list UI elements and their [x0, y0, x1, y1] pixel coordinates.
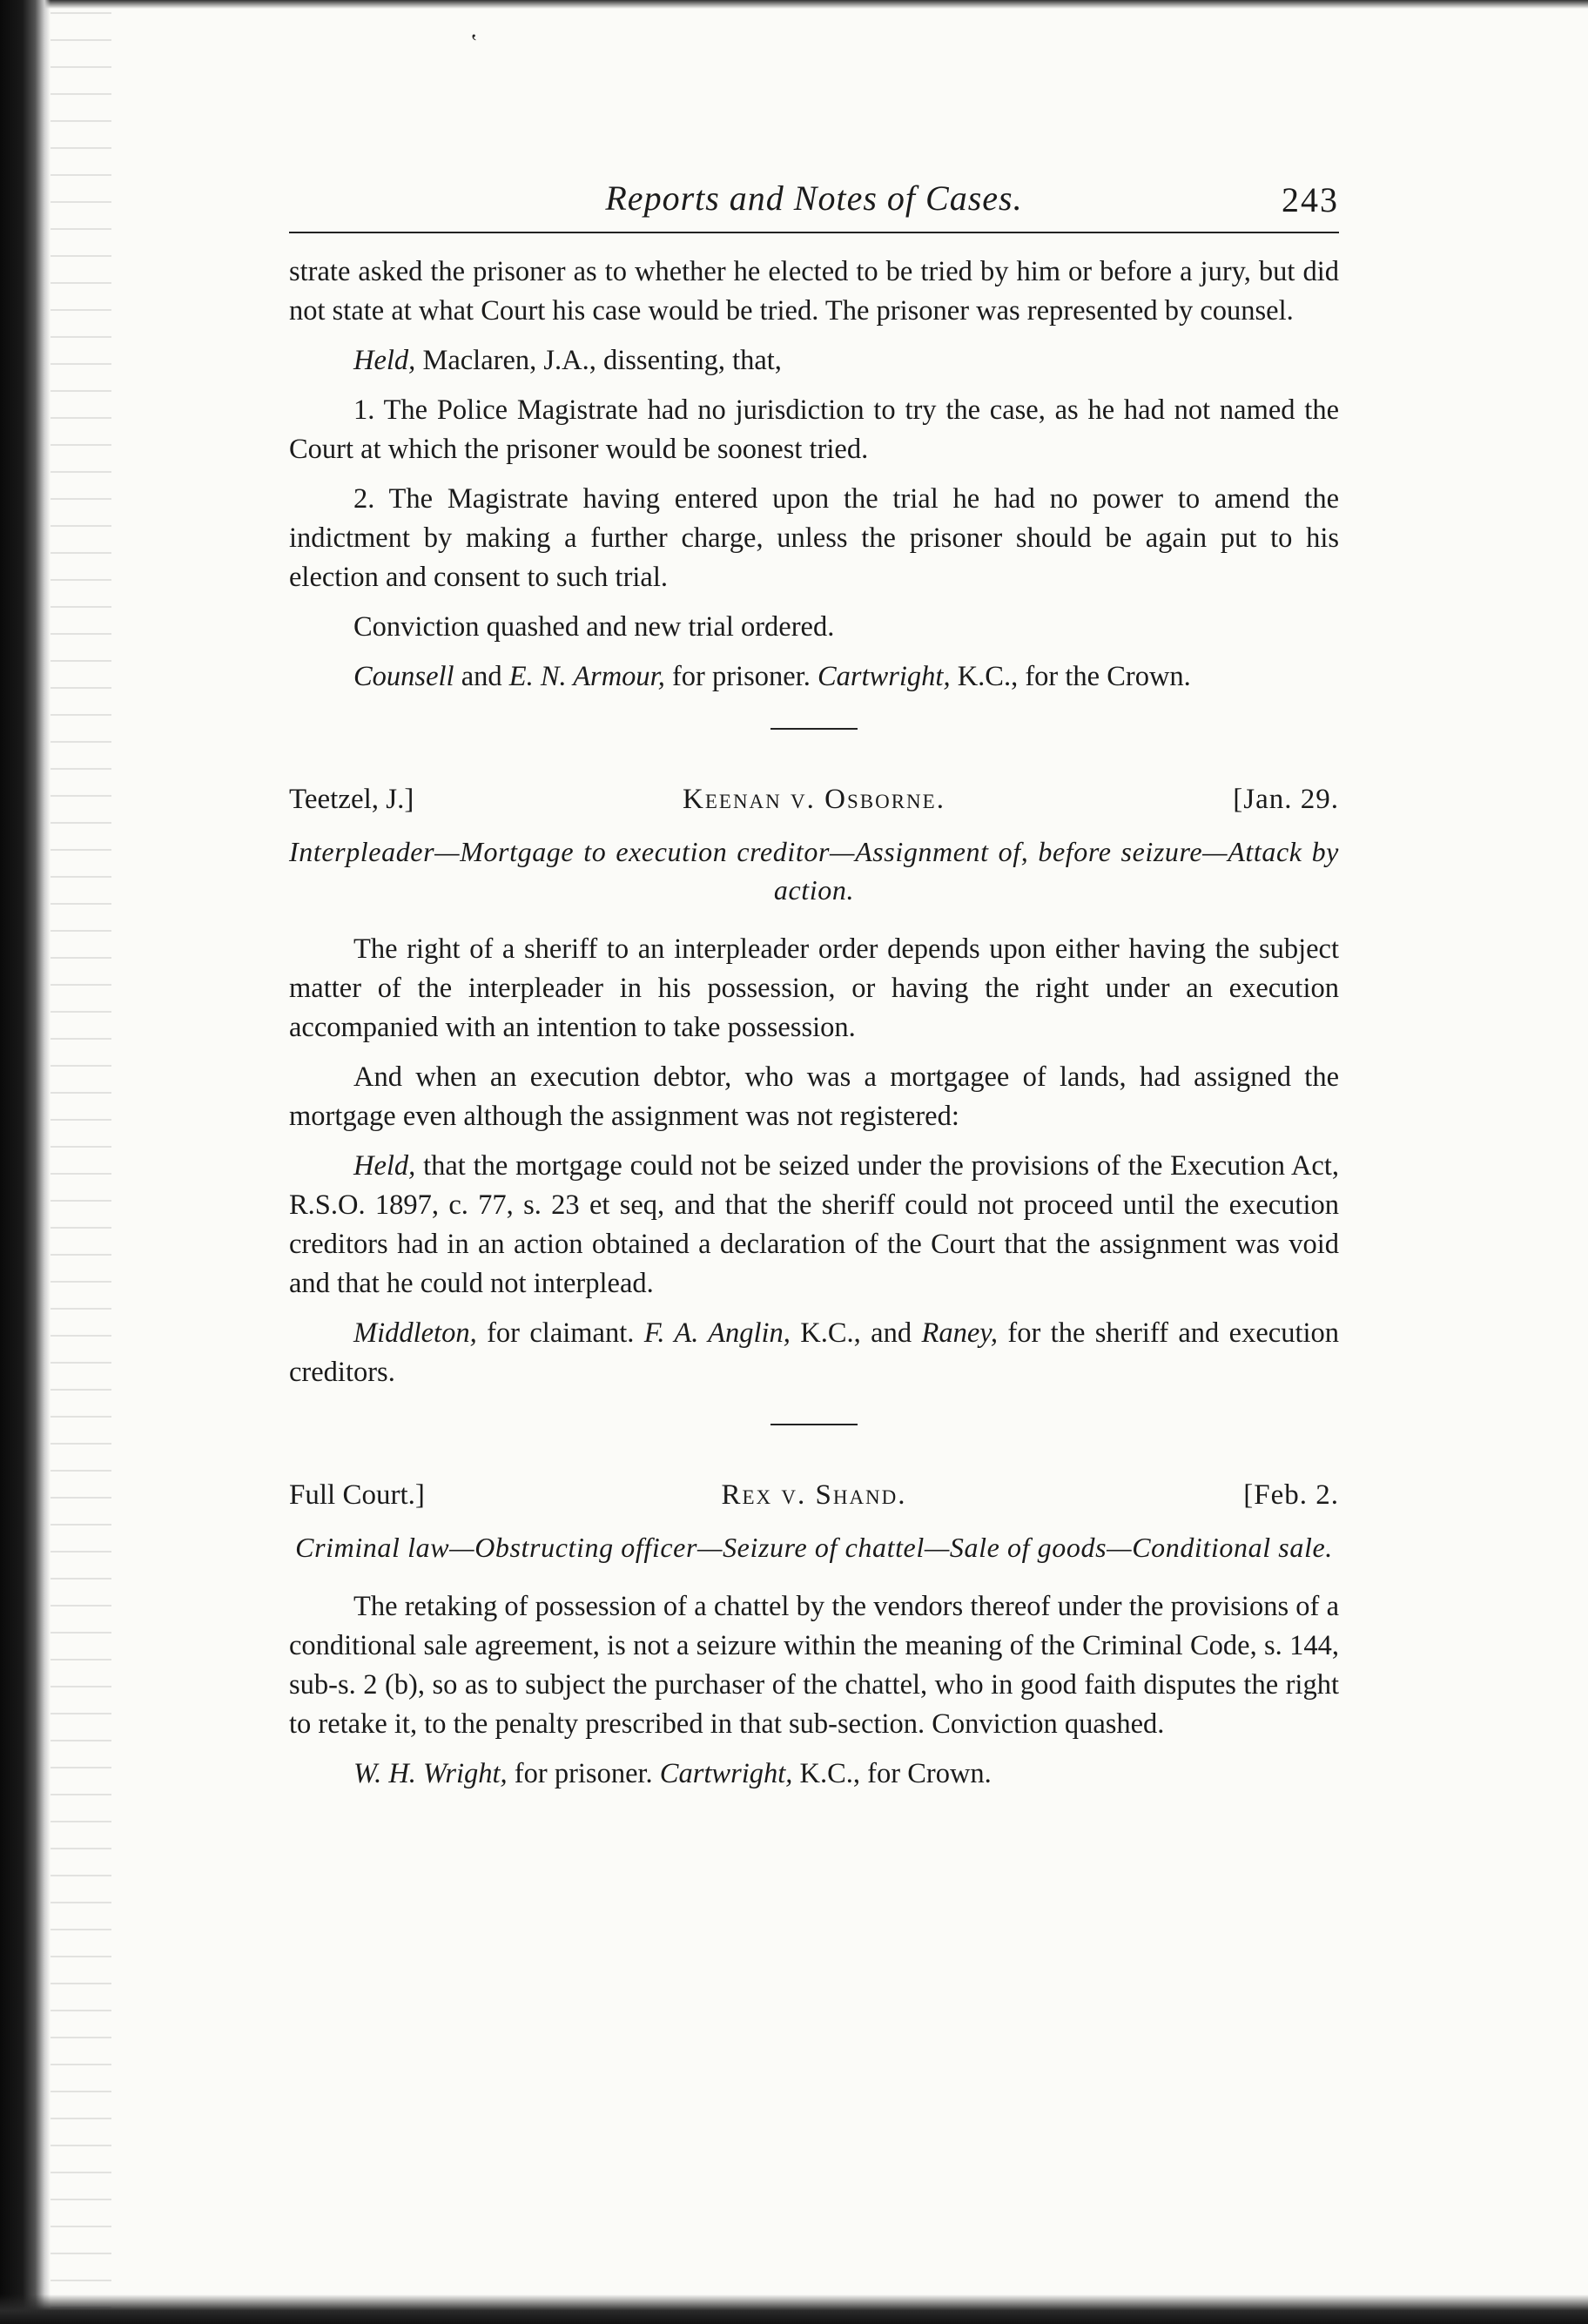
court-label: Full Court.]: [289, 1479, 425, 1511]
counsel-name: E. N. Armour,: [508, 661, 665, 692]
counsel-name: W. H. Wright,: [353, 1758, 508, 1789]
header-rule: [289, 232, 1339, 233]
counsel-name: Counsell: [353, 661, 454, 692]
held-text: that the mortgage could not be seized under the provisions of the Execution Act, R.S.O. 1897, c. 77, s. 23 et seq, and that the sheriff could not proceed until the execution creditors had in an action obtained a declaration of the Court that the assignment was void and that he could not interplead.: [289, 1150, 1339, 1299]
counsel-name: Middleton,: [353, 1317, 477, 1349]
case-rex-v-shand: [289, 1479, 1339, 1794]
scan-binding-edge: [0, 0, 50, 2324]
counsel-role: K.C., for Crown.: [792, 1758, 992, 1789]
case-date: [Feb. 2.: [1243, 1479, 1339, 1511]
case-heading: [289, 784, 1339, 825]
counsel-name: Cartwright,: [817, 661, 951, 692]
paragraph: The retaking of possession of a chattel by the vendors thereof under the provisions of a conditional sale agreement, is not a seizure within the meaning of the Criminal Code, s. 144, sub-s. 2 (b), so as to subject the purchaser of the chattel, who in good faith disputes the right to retake it, to the penalty prescribed in that sub-section. Conviction quashed.: [289, 1591, 1339, 1740]
held-paragraph: [289, 341, 1339, 381]
counsel-role: for prisoner.: [664, 661, 818, 692]
catchwords: Criminal law—Obstructing officer—Seizure of chattel—Sale of goods—Conditional sale.: [295, 1532, 1333, 1563]
page-number: 243: [1282, 180, 1339, 219]
counsel-line: [289, 1314, 1339, 1392]
counsel-role: K.C., and: [790, 1317, 922, 1349]
numbered-point-1: 1. The Police Magistrate had no jurisdiction to try the case, as he had not named the Court at which the prisoner would be soonest tried.: [289, 394, 1339, 465]
counsel-role: K.C., for the Crown.: [950, 661, 1191, 692]
running-head: [289, 174, 1339, 232]
case-heading: [289, 1479, 1339, 1521]
paragraph: And when an execution debtor, who was a mortgagee of lands, had assigned the mortgage even although the assignment was not registered:: [289, 1061, 1339, 1132]
court-label: Teetzel, J.]: [289, 784, 414, 815]
case-keenan-v-osborne: [289, 784, 1339, 1392]
case-name: Keenan v. Osborne.: [683, 784, 945, 815]
paragraph: The right of a sheriff to an interpleader order depends upon either having the subject matter of the interpleader in his possession, or having the right under an execution accompanied with an intention to take possession.: [289, 933, 1339, 1043]
counsel-role: for prisoner.: [507, 1758, 660, 1789]
held-paragraph: [289, 1147, 1339, 1303]
counsel-line: [289, 657, 1339, 697]
counsel-role: for claimant.: [476, 1317, 644, 1349]
running-title: Reports and Notes of Cases.: [605, 179, 1023, 218]
scan-top-edge: [0, 0, 1588, 9]
catchwords: Interpleader—Mortgage to execution creditor—Assignment of, before seizure—Attack by action.: [289, 836, 1339, 906]
counsel-name: Raney,: [921, 1317, 999, 1349]
counsel-name: Cartwright,: [659, 1758, 793, 1789]
scan-bottom-edge: [0, 2294, 1588, 2324]
paragraph: strate asked the prisoner as to whether he elected to be tried by him or before a jury, but did not state at what Court his case would be tried. The prisoner was represented by counsel.: [289, 256, 1339, 327]
counsel-name: F. A. Anglin,: [643, 1317, 791, 1349]
previous-case-continuation: [289, 253, 1339, 697]
counsel-line: [289, 1755, 1339, 1794]
held-label: Held,: [353, 345, 416, 376]
book-page: [289, 174, 1339, 1794]
case-name: Rex v. Shand.: [721, 1479, 907, 1511]
case-date: [Jan. 29.: [1233, 784, 1339, 815]
catchwords-block: [289, 832, 1339, 909]
numbered-point-2: 2. The Magistrate having entered upon the trial he had no power to amend the indictment by making a further charge, unless the prisoner should be again put to his election and consent to such trial.: [289, 483, 1339, 593]
section-divider: [770, 1424, 858, 1425]
counsel-joiner: and: [454, 661, 509, 692]
counsel-role: for the sheriff and execution creditors.: [289, 1317, 1339, 1388]
section-divider: [770, 728, 858, 730]
result-line: Conviction quashed and new trial ordered.: [353, 611, 835, 643]
catchwords-block: [289, 1528, 1339, 1566]
held-text: Maclaren, J.A., dissenting, that,: [415, 345, 782, 376]
scan-mark: ‛: [470, 30, 478, 55]
held-label: Held,: [353, 1150, 416, 1182]
